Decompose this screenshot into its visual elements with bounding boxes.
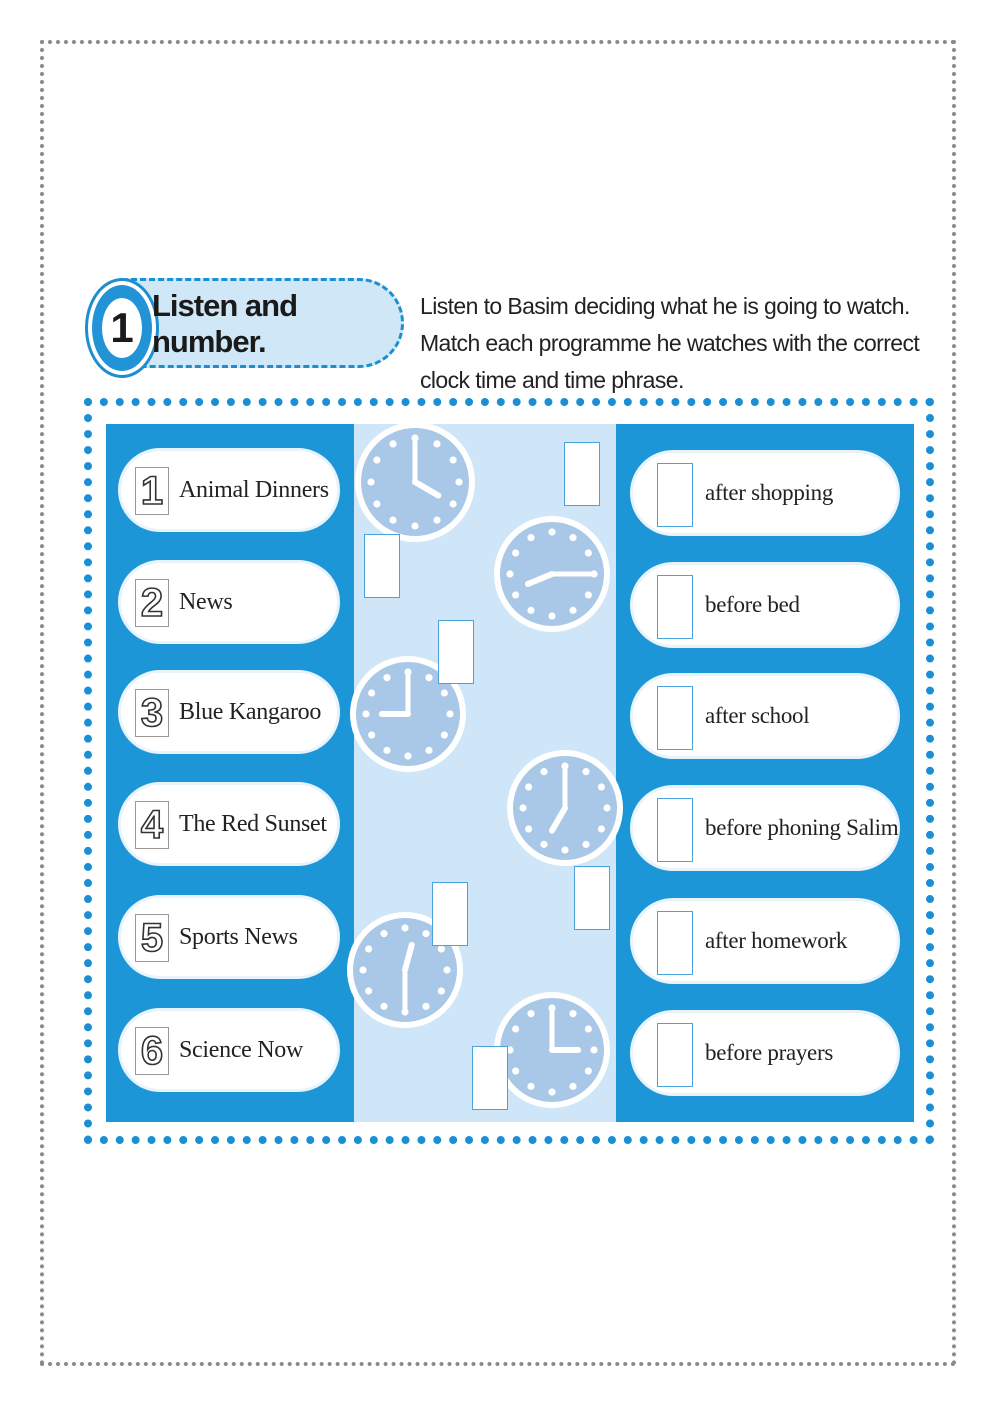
clock-tick bbox=[598, 783, 605, 790]
clock-tick bbox=[512, 1025, 519, 1032]
clock-tick bbox=[512, 549, 519, 556]
clock-tick bbox=[422, 1003, 429, 1010]
phrase-label: after school bbox=[705, 703, 810, 728]
clock-tick bbox=[548, 1088, 555, 1095]
programme-number: 4 bbox=[135, 801, 169, 849]
clock-tick bbox=[527, 1083, 534, 1090]
clock-tick bbox=[401, 924, 408, 931]
clock-tick bbox=[383, 674, 390, 681]
clock-tick bbox=[512, 591, 519, 598]
clock-6 bbox=[494, 992, 610, 1108]
clock-tick bbox=[433, 517, 440, 524]
clock-tick bbox=[365, 945, 372, 952]
clock-tick bbox=[373, 500, 380, 507]
clock-tick bbox=[450, 500, 457, 507]
clock-tick bbox=[561, 846, 568, 853]
clock-tick bbox=[380, 1003, 387, 1010]
clock-tick bbox=[455, 478, 462, 485]
clock-tick bbox=[519, 804, 526, 811]
programme-number: 6 bbox=[135, 1027, 169, 1075]
clock-tick bbox=[425, 747, 432, 754]
clock-tick bbox=[359, 966, 366, 973]
clock-tick bbox=[389, 440, 396, 447]
clock-tick bbox=[433, 440, 440, 447]
clock-tick bbox=[569, 1010, 576, 1017]
clock-tick bbox=[582, 841, 589, 848]
phrase-label: after shopping bbox=[705, 480, 834, 505]
clock-tick bbox=[368, 689, 375, 696]
clock-tick bbox=[441, 731, 448, 738]
instruction-line: Listen to Basim deciding what he is going to watch. bbox=[420, 293, 910, 319]
clock-tick bbox=[582, 768, 589, 775]
clock-1 bbox=[355, 422, 475, 542]
clock-tick bbox=[540, 768, 547, 775]
clock-tick bbox=[365, 987, 372, 994]
instruction-line: clock time and time phrase. bbox=[420, 367, 684, 393]
programme-number: 2 bbox=[135, 579, 169, 627]
clock-answer-box[interactable] bbox=[432, 882, 468, 946]
clock-tick bbox=[411, 522, 418, 529]
clock-tick bbox=[585, 549, 592, 556]
programme-number: 1 bbox=[135, 467, 169, 515]
task-title: Listen and number. bbox=[152, 288, 298, 359]
clock-tick bbox=[590, 1046, 597, 1053]
clock-tick bbox=[527, 534, 534, 541]
clock-tick bbox=[383, 747, 390, 754]
clock-tick bbox=[603, 804, 610, 811]
clock-tick bbox=[380, 930, 387, 937]
clock-tick bbox=[525, 825, 532, 832]
clock-tick bbox=[525, 783, 532, 790]
clock-tick bbox=[422, 930, 429, 937]
clock-tick bbox=[438, 987, 445, 994]
clock-tick bbox=[585, 1025, 592, 1032]
clock-tick bbox=[569, 1083, 576, 1090]
clock-tick bbox=[368, 731, 375, 738]
clock-tick bbox=[441, 689, 448, 696]
clock-tick bbox=[548, 612, 555, 619]
clock-answer-box[interactable] bbox=[364, 534, 400, 598]
clock-tick bbox=[585, 1067, 592, 1074]
phrase-label: before bed bbox=[705, 592, 800, 617]
programme-title: Sports News bbox=[179, 923, 298, 950]
clock-answer-box[interactable] bbox=[438, 620, 474, 684]
clock-tick bbox=[450, 456, 457, 463]
clock-answer-box[interactable] bbox=[472, 1046, 508, 1110]
clock-tick bbox=[512, 1067, 519, 1074]
phrase-label: after homework bbox=[705, 928, 848, 953]
programme-title: Animal Dinners bbox=[179, 476, 329, 503]
clock-tick bbox=[425, 674, 432, 681]
task-number: 1 bbox=[102, 298, 142, 358]
clock-answer-box[interactable] bbox=[574, 866, 610, 930]
programme-title: The Red Sunset bbox=[179, 810, 327, 837]
clock-tick bbox=[367, 478, 374, 485]
programme-title: News bbox=[179, 588, 233, 615]
clock-tick bbox=[446, 710, 453, 717]
instruction-line: Match each programme he watches with the correct bbox=[420, 330, 920, 356]
clock-tick bbox=[598, 825, 605, 832]
phrase-label: before phoning Salim bbox=[705, 815, 899, 840]
clock-2 bbox=[494, 516, 610, 632]
clock-tick bbox=[362, 710, 369, 717]
clock-4 bbox=[507, 750, 623, 866]
programme-number: 3 bbox=[135, 689, 169, 737]
clock-tick bbox=[389, 517, 396, 524]
clock-tick bbox=[548, 528, 555, 535]
clock-answer-box[interactable] bbox=[564, 442, 600, 506]
clock-tick bbox=[527, 607, 534, 614]
clock-tick bbox=[540, 841, 547, 848]
clock-tick bbox=[506, 570, 513, 577]
programme-number: 5 bbox=[135, 914, 169, 962]
clock-tick bbox=[404, 752, 411, 759]
phrase-label: before prayers bbox=[705, 1040, 833, 1065]
clock-tick bbox=[373, 456, 380, 463]
clock-tick bbox=[585, 591, 592, 598]
clock-tick bbox=[569, 534, 576, 541]
clock-tick bbox=[438, 945, 445, 952]
programme-title: Science Now bbox=[179, 1036, 303, 1063]
clock-tick bbox=[443, 966, 450, 973]
clock-tick bbox=[569, 607, 576, 614]
clock-tick bbox=[527, 1010, 534, 1017]
programme-title: Blue Kangaroo bbox=[179, 698, 322, 725]
